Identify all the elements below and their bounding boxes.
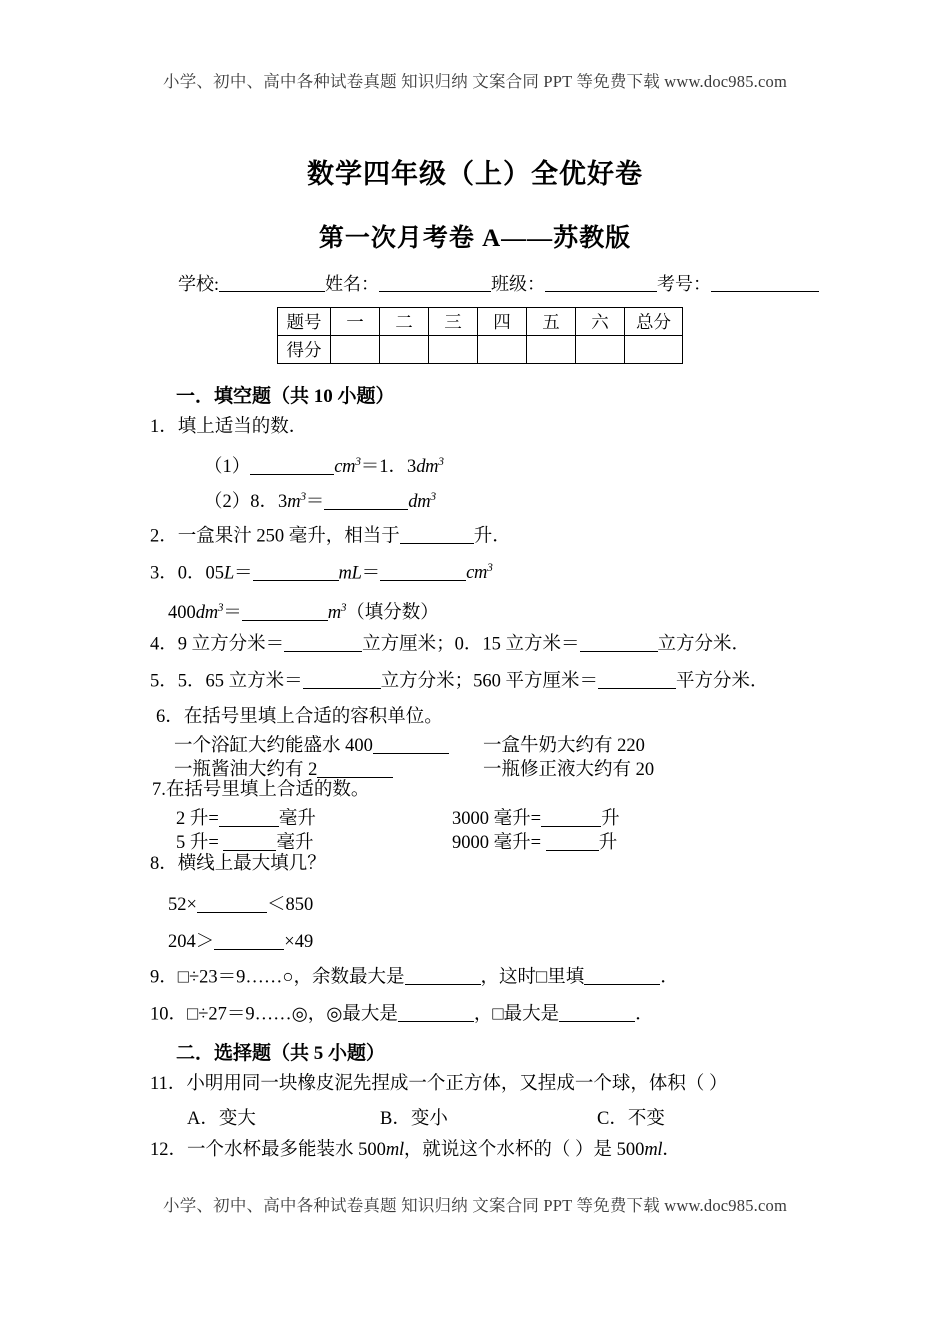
score-table-row-label: 题号 (278, 308, 331, 336)
sub-2-value: 8．3 (250, 492, 288, 512)
question-7-row-1-left (176, 804, 316, 830)
question-6-row-1-right (483, 731, 645, 757)
answer-blank[interactable] (580, 633, 658, 652)
question-9-text-b: ，这时□里填 (480, 967, 585, 988)
question-5 (150, 670, 769, 693)
question-10-number: 10． (150, 1004, 188, 1025)
question-1 (150, 417, 307, 438)
question-7-row-1-right (452, 804, 620, 830)
table-row-scores (278, 336, 683, 364)
question-5-text-b: 立方分米；560 平方厘米＝ (380, 671, 599, 692)
question-8-number: 8． (150, 854, 178, 874)
answer-blank[interactable] (546, 832, 599, 851)
question-4-text-a: 9 立方分米＝ (177, 634, 285, 655)
question-6-stem: 在括号里填上合适的容积单位。 (183, 707, 443, 727)
unit-dm3: $dm^3$ (195, 601, 224, 623)
question-9-number: 9． (150, 967, 178, 988)
q8-l2-a: 204＞ (168, 932, 215, 952)
question-12-number: 12． (150, 1140, 188, 1160)
unit-ml: ml (385, 1140, 404, 1160)
score-cell-5[interactable] (527, 336, 576, 364)
sub-1-label: （1） (204, 457, 251, 477)
q3-eq-2: ＝ (361, 563, 381, 584)
unit-m3: $m^3$ (327, 601, 347, 623)
name-input[interactable] (379, 274, 491, 292)
question-10-text-c: ． (635, 1004, 654, 1025)
score-cell-1[interactable] (331, 336, 380, 364)
q7-r1-left-b: 毫升 (278, 809, 316, 829)
question-5-text-c: 平方分米． (676, 671, 769, 692)
question-4-text-b: 立方厘米；0．15 立方米＝ (362, 634, 580, 655)
score-table-row-label-2: 得分 (278, 336, 331, 364)
score-cell-2[interactable] (380, 336, 429, 364)
q8-l1-a: 52× (168, 895, 197, 915)
question-1-sub-2 (204, 487, 436, 513)
answer-blank[interactable] (303, 670, 381, 689)
question-10-text-b: ，□最大是 (473, 1004, 560, 1025)
unit-cm3: $cm^3$ (334, 455, 361, 477)
question-11-option-b[interactable]: B．变小 (380, 1109, 448, 1129)
score-col-5: 五 (527, 308, 576, 336)
answer-blank[interactable] (405, 966, 481, 985)
q7-r2-left-a: 5 升= (176, 833, 224, 853)
unit-m3: $m^3$ (287, 490, 306, 512)
answer-blank[interactable] (541, 808, 601, 827)
question-4-number: 4． (150, 634, 178, 655)
question-7 (152, 780, 369, 801)
table-row-header (278, 308, 683, 336)
answer-blank[interactable] (559, 1003, 635, 1022)
score-cell-total[interactable] (625, 336, 683, 364)
question-2-text-b: 升． (473, 526, 511, 547)
question-4-text-c: 立方分米． (657, 634, 751, 655)
question-9 (150, 966, 679, 989)
question-6-row-1-left (174, 731, 449, 757)
score-col-1: 一 (331, 308, 380, 336)
q7-r2-right-a: 9000 毫升= (452, 833, 546, 853)
q3-line2-tail: （填分数） (346, 603, 439, 623)
question-8-stem: 横线上最大填几？ (177, 854, 326, 874)
page-subtitle: 第一次月考卷 A——苏教版 (318, 225, 632, 252)
q3-line2-eq: ＝ (223, 603, 242, 623)
question-11-number: 11． (150, 1074, 187, 1094)
q3-eq-1: ＝ (234, 563, 253, 584)
question-12-text-b: ，就说这个水杯的（ ）是 500 (403, 1140, 645, 1160)
question-6-number: 6． (156, 707, 184, 727)
answer-blank[interactable] (317, 759, 393, 778)
score-cell-4[interactable] (478, 336, 527, 364)
question-10-text-a: □÷27＝9……◎，◎最大是 (187, 1004, 398, 1025)
question-5-number: 5． (150, 671, 178, 692)
question-12 (150, 1140, 681, 1161)
question-1-stem: 填上适当的数． (177, 417, 308, 437)
score-cell-3[interactable] (429, 336, 478, 364)
question-11-stem: 小明用同一块橡皮泥先捏成一个正方体，又捏成一个球，体积（ ） (186, 1074, 728, 1094)
question-9-text-a: □÷23＝9……○，余数最大是 (177, 967, 405, 988)
question-7-row-2-left (176, 828, 313, 854)
answer-blank[interactable] (324, 491, 408, 510)
q6-item-2-label: 一盒牛奶大约有 220 (483, 736, 645, 756)
question-1-sub-1 (204, 452, 444, 478)
class-input[interactable] (545, 274, 657, 292)
question-10 (150, 1003, 654, 1026)
question-7-row-2-right (452, 828, 617, 854)
answer-blank[interactable] (242, 602, 328, 621)
school-input[interactable] (219, 274, 325, 292)
answer-blank[interactable] (398, 1003, 474, 1022)
q6-item-1-label: 一个浴缸大约能盛水 400 (174, 736, 373, 756)
answer-blank[interactable] (584, 966, 660, 985)
question-3-number: 3． (150, 563, 178, 584)
score-cell-6[interactable] (576, 336, 625, 364)
answer-blank[interactable] (250, 456, 334, 475)
question-11 (150, 1074, 727, 1095)
answer-blank[interactable] (598, 670, 676, 689)
sub-2-equation: ＝ (305, 492, 325, 512)
answer-blank[interactable] (400, 525, 474, 544)
exam-no-label: 考号： (657, 274, 712, 294)
unit-mL: mL (338, 563, 362, 584)
question-2-number: 2． (150, 526, 178, 547)
q7-r2-left-b: 毫升 (276, 833, 314, 853)
q7-r2-right-b: 升 (598, 833, 618, 853)
exam-no-input[interactable] (711, 274, 819, 292)
answer-blank[interactable] (197, 894, 267, 913)
q3-line2-value: 400 (168, 603, 196, 623)
question-2-text-a: 一盒果汁 250 毫升，相当于 (177, 526, 400, 547)
question-4 (150, 633, 750, 656)
name-label: 姓名： (325, 274, 380, 294)
score-col-3: 三 (429, 308, 478, 336)
answer-blank[interactable] (380, 562, 466, 581)
score-table (277, 307, 683, 364)
q8-l2-b: ×49 (284, 932, 314, 952)
school-label: 学校: (178, 274, 220, 294)
answer-blank[interactable] (214, 931, 284, 950)
unit-L: L (224, 563, 235, 584)
unit-dm3: $dm^3$ (408, 490, 436, 512)
question-8-line-2 (168, 927, 313, 953)
question-5-text-a: 5．65 立方米＝ (177, 671, 303, 692)
question-12-text-c: ． (662, 1140, 681, 1160)
score-col-4: 四 (478, 308, 527, 336)
section-header-multiple-choice: 二．选择题（共 5 小题） (176, 1043, 386, 1064)
question-3-line-2 (168, 598, 439, 624)
score-col-2: 二 (380, 308, 429, 336)
q6-item-3-label: 一瓶酱油大约有 2 (174, 760, 318, 780)
score-col-6: 六 (576, 308, 625, 336)
watermark-header: 小学、初中、高中各种试卷真题 知识归纳 文案合同 PPT 等免费下载 www.doc985.com (163, 72, 787, 91)
question-8-line-1 (168, 890, 313, 916)
sub-1-equation: ＝1．3 (360, 457, 417, 477)
question-11-option-c[interactable]: C．不变 (597, 1109, 665, 1129)
question-7-stem: 在括号里填上合适的数。 (165, 780, 370, 800)
q3-value: 0．05 (177, 563, 225, 584)
question-11-option-a[interactable]: A．变大 (187, 1109, 256, 1129)
question-3-line-1 (150, 562, 493, 585)
class-label: 班级： (491, 274, 546, 294)
unit-cm3: $cm^3$ (466, 562, 493, 584)
answer-blank[interactable] (284, 633, 362, 652)
question-8 (150, 854, 326, 875)
question-7-number: 7. (152, 780, 166, 800)
question-6 (156, 707, 443, 728)
q7-r1-right-a: 3000 毫升= (452, 809, 542, 829)
page-title: 数学四年级（上）全优好卷 (307, 159, 643, 189)
q6-item-4-label: 一瓶修正液大约有 20 (483, 760, 655, 780)
question-12-text-a: 一个水杯最多能装水 500 (187, 1140, 386, 1160)
question-2 (150, 525, 511, 548)
question-1-number: 1． (150, 417, 178, 437)
section-header-fill-in: 一．填空题（共 10 小题） (176, 386, 395, 407)
answer-blank[interactable] (219, 808, 279, 827)
question-9-text-c: ． (660, 967, 679, 988)
sub-2-label: （2） (204, 492, 251, 512)
q7-r1-left-a: 2 升= (176, 809, 219, 829)
unit-dm3: $dm^3$ (416, 455, 444, 477)
student-identity-row (178, 270, 798, 296)
question-6-row-2-left (174, 755, 393, 781)
score-col-total: 总分 (625, 308, 683, 336)
q8-l1-b: ＜850 (266, 895, 314, 915)
unit-ml: ml (644, 1140, 663, 1160)
answer-blank[interactable] (253, 562, 339, 581)
q7-r1-right-b: 升 (601, 809, 620, 829)
watermark-footer: 小学、初中、高中各种试卷真题 知识归纳 文案合同 PPT 等免费下载 www.doc985.com (163, 1196, 787, 1215)
question-6-row-2-right (483, 755, 654, 781)
answer-blank[interactable] (223, 832, 276, 851)
answer-blank[interactable] (373, 735, 449, 754)
